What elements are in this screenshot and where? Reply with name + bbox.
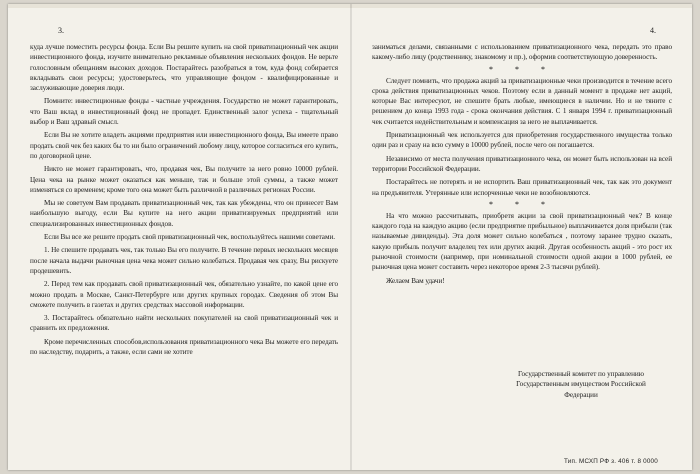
center-fold bbox=[350, 4, 352, 470]
right-paragraph: Постарайтесь не потерять и не испортить Ваш приватизационный чек, так как это документ на предъявителя. Утерянные или испорченные чеки не возобновляются. bbox=[372, 178, 672, 197]
right-paragraph: Приватизационный чек используется для приобретения государственного имущества только один раз и сразу на всю сумму в 10000 рублей, после чего он погашается. bbox=[372, 131, 672, 150]
left-page bbox=[30, 22, 338, 357]
printer-imprint: Тип. МСХП РФ з. 406 т. 8 0000 bbox=[564, 458, 658, 465]
left-paragraph: Кроме перечисленных способов,использования приватизационного чека Вы можете его передать по наследству, подарить, а также, если сами не хотите bbox=[30, 337, 338, 357]
section-divider-stars: * * * bbox=[489, 64, 555, 74]
left-paragraph: Если Вы все же решите продать свой приватизационный чек, воспользуйтесь нашими советами. bbox=[44, 233, 335, 242]
right-paragraph: На что можно рассчитывать, приобретя акции за свой приватизационный чек? В конце каждого года на каждую акцию (если предприятие прибыльное) выплачивается доля прибыли (так называемые дивиденды). Эта доля может сильно колебаться , поэтому заранее трудно сказать, какую прибыль получит владелец тех или других акций. Другая особенность акций - это рост их рыночной стоимости (например, при номинальной стоимости одной акции в 1000 рублей, ее рыночная цена может составить через некоторое время 2-3 тысячи рублей). bbox=[372, 211, 672, 272]
advice-item-1: 1. Не спешите продавать чек, так только Вы его получите. В течение первых нескольких месяцев после начала выдачи рыночная цена чека может сильно колебаться. Продавая чек сразу, Вы рискуете продешевить. bbox=[30, 246, 338, 275]
advice-item-2: 2. Перед тем как продавать свой приватизационный чек, обязательно узнайте, по какой цене его можно продать в Москве, Санкт-Петербурге или других крупных городах. Сведения об этом Вы сможете получить в газетах и других средствах массовой информации. bbox=[30, 280, 338, 309]
signature-block bbox=[506, 369, 656, 400]
left-paragraph: Если Вы не хотите владеть акциями предприятия или инвестиционного фонда, Вы имеете право продать свой чек без каких бы то ни было ограничений любому лицу, которое согласиться его купить, по договорной цене. bbox=[30, 131, 338, 160]
page-number-right: 4. bbox=[650, 26, 656, 35]
signature-line: Государственным имуществом Российской bbox=[516, 380, 646, 389]
left-paragraph: Никто не может гарантировать, что, продавая чек, Вы получите за него ровно 10000 рублей. Цена чека на рынке может оказаться как меньше, так и больше этой суммы, а также может изменяться со временем; кроме того она может быть различной в различных регионах России. bbox=[30, 165, 338, 194]
signature-line: Государственный комитет по управлению bbox=[517, 370, 644, 378]
left-paragraph: Мы не советуем Вам продавать приватизационный чек, так как убеждены, что он принесет Вам наибольшую выгоду, если Вы купите на него акции приватизируемых предприятий или специализированных инвестиционных фондов. bbox=[30, 199, 338, 228]
right-page bbox=[372, 22, 672, 286]
section-divider-stars: * * * bbox=[489, 199, 555, 209]
left-paragraph: Помните: инвестиционные фонды - частные учреждения. Государство не может гарантировать, что Ваш вклад в инвестиционный фонд не пропадет. Единственный залог успеха - тщательный выбор и Ваш здравый смысл. bbox=[30, 97, 338, 127]
page-number-left: 3. bbox=[58, 26, 64, 35]
signature-line: Федерации bbox=[564, 390, 598, 399]
pamphlet-spread bbox=[8, 4, 692, 470]
right-paragraph: заниматься делами, связанными с использованием приватизационного чека, передать это право какому-либо лицу (родственнику, знакомому и пр.), оформив соответствующую доверенность. bbox=[372, 43, 672, 62]
right-paragraph: Следует помнить, что продажа акций за приватизационные чеки производится в течение всего срока действия приватизационных чеков. Поэтому если в данный момент в продаже нет акций, которые Вас интересуют, не спешите брать любые, имеющиеся в наличии. Но и не тяните с решением до конца 1993 года - срока окончания действия. С 1 января 1994 г. приватизационный чек считается недействительным и компенсация за него не выплачивается. bbox=[372, 76, 672, 126]
left-paragraph: куда лучше поместить ресурсы фонда. Если Вы решите купить на свой приватизационный чек акции инвестиционного фонда, изучите внимательно рекламные объявления нескольких фондов. Не верьте голословным обещаниям высоких доходов. Постарайтесь разобраться в том, куда фонд собирается вкладывать свои ресурсы; удостоверьтесь, что управляющие фондом - квалифицированные и заслуживающие доверия люди. bbox=[30, 43, 338, 93]
closing-wish: Желаем Вам удачи! bbox=[386, 276, 445, 285]
advice-item-3: 3. Постарайтесь обязательно найти нескольких покупателей на свой приватизационный чек и сравнить их предложения. bbox=[30, 314, 338, 333]
right-paragraph: Независимо от места получения приватизационного чека, он может быть использован на всей территории Российской Федерации. bbox=[372, 154, 672, 173]
